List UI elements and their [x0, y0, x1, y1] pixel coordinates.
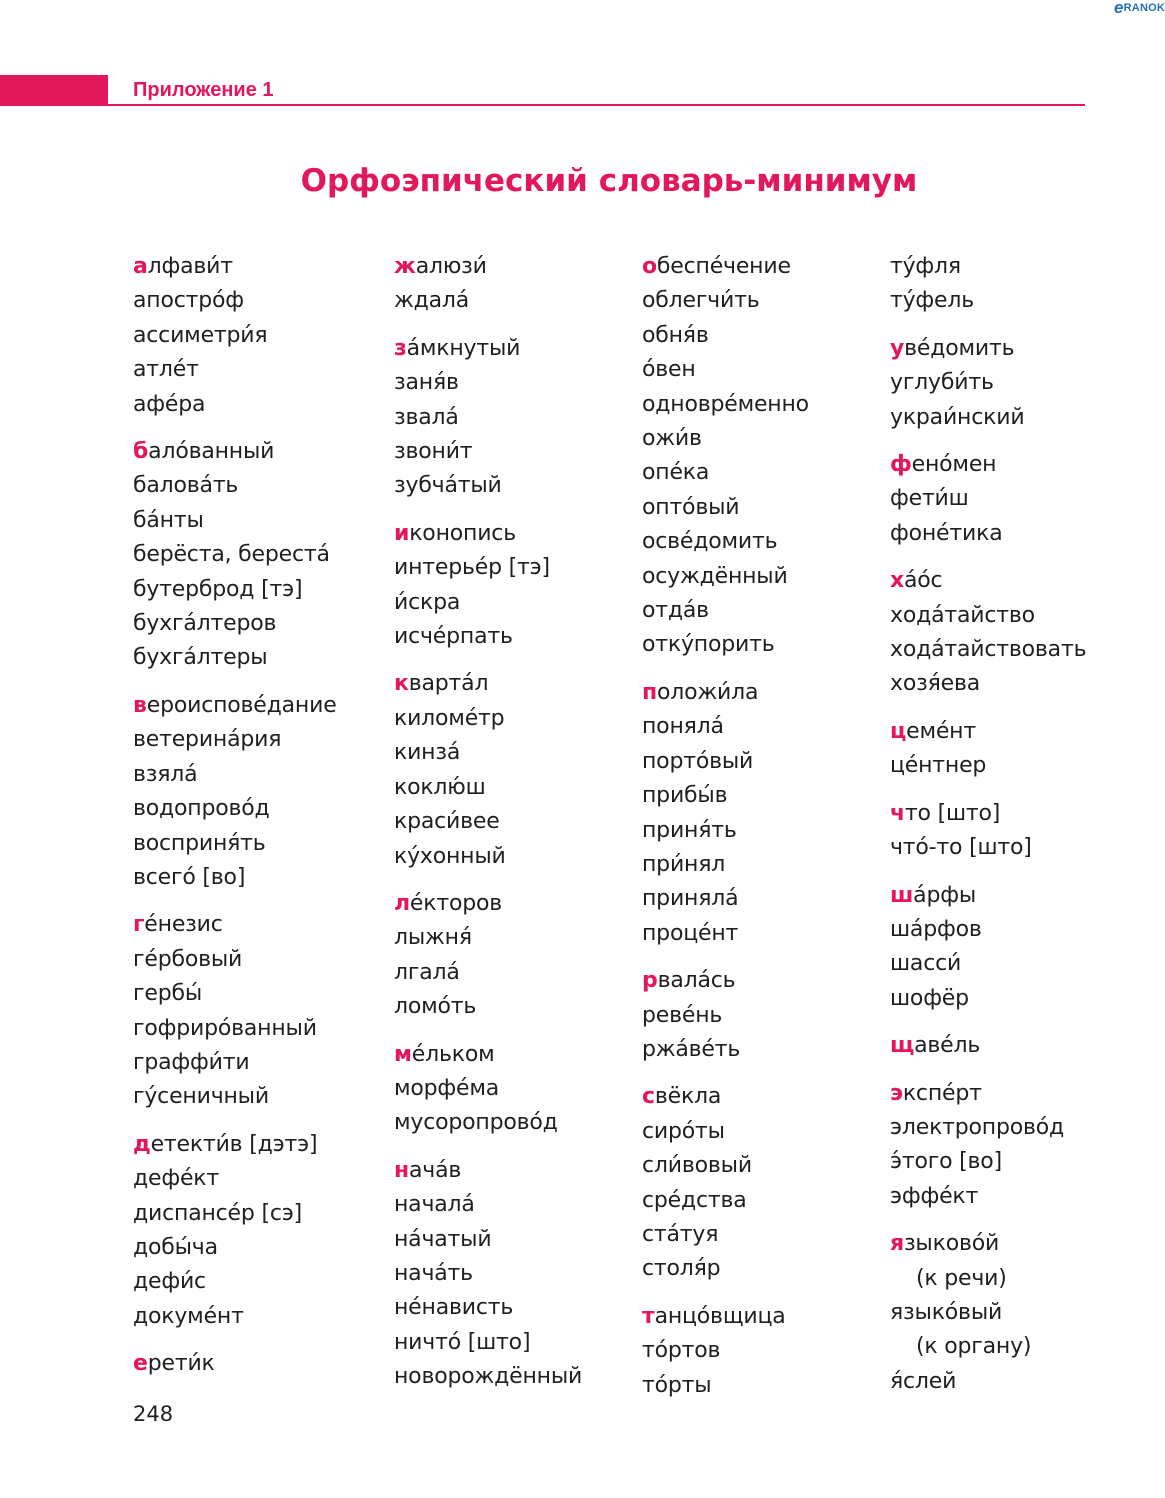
word-rest: еме́нт — [906, 718, 976, 744]
dictionary-word: украи́нский — [890, 404, 1025, 430]
word-rest: ача́в — [409, 1157, 462, 1183]
letter-group — [133, 1347, 337, 1381]
dictionary-word: интерье́р [тэ] — [394, 555, 550, 581]
dictionary-word: сиро́ты — [642, 1118, 725, 1144]
first-letter: ж — [394, 254, 416, 279]
dictionary-word: морфе́ма — [394, 1075, 500, 1101]
dictionary-word — [133, 689, 337, 723]
dictionary-word: всего́ [во] — [133, 864, 246, 890]
dictionary-word — [133, 1347, 337, 1381]
publisher-logo — [1114, 0, 1165, 16]
dictionary-word: языко́вый — [890, 1299, 1003, 1325]
dictionary-word: хозя́ева — [890, 671, 980, 697]
dictionary-word — [642, 1080, 809, 1114]
letter-group — [394, 250, 582, 319]
dictionary-word: ломо́ть — [394, 994, 477, 1020]
first-letter: х — [890, 568, 904, 594]
dictionary-word: ша́рфов — [890, 916, 982, 942]
first-letter: э — [890, 1080, 903, 1106]
dictionary-word: проце́нт — [642, 920, 739, 946]
dictionary-word: ассиметри́я — [133, 322, 268, 348]
dictionary-word: докуме́нт — [133, 1303, 244, 1329]
dictionary-word: граффи́ти — [133, 1049, 250, 1075]
dictionary-word: гербы́ — [133, 981, 202, 1007]
dictionary-word: киломе́тр — [394, 705, 505, 731]
dictionary-word: бухга́лтеров — [133, 611, 277, 637]
dictionary-word — [133, 435, 337, 469]
word-rest: алюзи́ — [415, 254, 487, 279]
dictionary-word: гофриро́ванный — [133, 1015, 317, 1041]
dictionary-word: лгала́ — [394, 959, 460, 985]
dictionary-word: диспансе́р [сэ] — [133, 1200, 302, 1226]
header-accent-block — [0, 75, 108, 106]
dictionary-word: реве́нь — [642, 1002, 723, 1028]
dictionary-column-3 — [642, 250, 809, 1416]
dictionary-word: эффе́кт — [890, 1183, 979, 1209]
dictionary-word: электропрово́д — [890, 1114, 1065, 1140]
dictionary-word: приня́ть — [642, 817, 737, 843]
letter-group — [394, 667, 582, 873]
dictionary-word: и́скра — [394, 589, 461, 615]
word-rest: етекти́в [дэтэ] — [150, 1131, 318, 1157]
dictionary-word: восприня́ть — [133, 830, 266, 856]
dictionary-word: не́нависть — [394, 1295, 514, 1321]
dictionary-word: добы́ча — [133, 1234, 218, 1260]
dictionary-word: балова́ть — [133, 473, 239, 499]
dictionary-word: облегчи́ть — [642, 288, 760, 314]
first-letter: б — [133, 439, 149, 465]
dictionary-word: апостро́ф — [133, 288, 244, 314]
word-rest: беспе́чение — [656, 254, 791, 279]
dictionary-word — [394, 517, 582, 551]
dictionary-word: (к речи) — [916, 1265, 1007, 1291]
word-rest: вёкла — [654, 1084, 722, 1110]
page-number: 248 — [133, 1402, 174, 1426]
dictionary-word: то́рты — [642, 1372, 712, 1398]
word-rest: кспе́рт — [902, 1080, 982, 1106]
dictionary-word — [890, 332, 1086, 366]
dictionary-word: ржа́ве́ть — [642, 1036, 741, 1062]
dictionary-word — [890, 715, 1086, 749]
dictionary-word — [890, 1227, 1086, 1261]
dictionary-word: кинза́ — [394, 740, 461, 766]
dictionary-word: углуби́ть — [890, 370, 994, 396]
first-letter: в — [133, 692, 147, 718]
dictionary-word: афе́ра — [133, 391, 206, 417]
dictionary-word: сре́дства — [642, 1187, 747, 1213]
dictionary-word: порто́вый — [642, 748, 754, 774]
page-title: Орфоэпический словарь-минимум — [300, 163, 918, 199]
first-letter: я — [890, 1231, 904, 1257]
word-rest: варта́л — [408, 671, 489, 697]
dictionary-word: гу́сеничный — [133, 1084, 269, 1110]
dictionary-word: отда́в — [642, 598, 709, 624]
first-letter: л — [394, 890, 410, 916]
dictionary-word: коклю́ш — [394, 774, 486, 800]
dictionary-word — [642, 250, 809, 284]
first-letter: п — [642, 679, 658, 705]
dictionary-word: заня́в — [394, 370, 459, 396]
dictionary-word: одновре́менно — [642, 391, 809, 417]
dictionary-word: фети́ш — [890, 486, 969, 512]
dictionary-word: э́того [во] — [890, 1149, 1002, 1175]
word-rest: е́льком — [411, 1041, 495, 1067]
dictionary-word — [642, 1300, 809, 1334]
dictionary-word: я́слей — [890, 1368, 957, 1394]
letter-group — [394, 887, 582, 1025]
dictionary-word: новорождённый — [394, 1364, 583, 1390]
word-rest: а́о́с — [904, 568, 943, 594]
dictionary-word — [890, 1029, 1086, 1063]
letter-group — [394, 1038, 582, 1141]
dictionary-word — [890, 1077, 1086, 1111]
dictionary-word — [890, 879, 1086, 913]
first-letter: г — [133, 912, 145, 938]
first-letter: о — [642, 254, 657, 279]
letter-group — [890, 715, 1086, 784]
first-letter: к — [394, 671, 409, 697]
letter-group — [642, 1300, 809, 1403]
first-letter: е — [133, 1351, 148, 1377]
dictionary-word: водопрово́д — [133, 796, 270, 822]
dictionary-word: столя́р — [642, 1256, 721, 1282]
dictionary-word: исче́рпать — [394, 624, 513, 650]
dictionary-word: прибы́в — [642, 783, 728, 809]
first-letter: ф — [890, 452, 912, 478]
dictionary-word: ку́хонный — [394, 843, 506, 869]
letter-group — [642, 964, 809, 1067]
first-letter: р — [642, 968, 658, 994]
word-rest: зыково́й — [903, 1231, 1000, 1257]
dictionary-word: приняла́ — [642, 886, 739, 912]
dictionary-word: что́-то [што] — [890, 835, 1032, 861]
first-letter: ч — [890, 800, 905, 826]
letter-group — [642, 1080, 809, 1286]
dictionary-word — [394, 887, 582, 921]
logo-text: RANOK — [1123, 2, 1165, 14]
word-rest: а́мкнутый — [406, 335, 521, 361]
first-letter: у — [890, 335, 905, 361]
letter-group — [890, 879, 1086, 1017]
word-rest: конопись — [409, 520, 516, 546]
dictionary-word: начала́ — [394, 1192, 475, 1218]
dictionary-word: ожи́в — [642, 426, 702, 452]
word-rest: ено́мен — [911, 452, 997, 478]
letter-group — [890, 250, 1086, 319]
dictionary-word: осуждённый — [642, 563, 788, 589]
dictionary-word: сли́вовый — [642, 1153, 752, 1179]
first-letter: з — [394, 335, 407, 361]
letter-group — [133, 908, 337, 1114]
first-letter: щ — [890, 1033, 915, 1059]
dictionary-word: осве́домить — [642, 529, 778, 555]
dictionary-word: ждала́ — [394, 288, 470, 314]
dictionary-word — [642, 676, 809, 710]
dictionary-word — [890, 564, 1086, 598]
dictionary-column-4 — [890, 250, 1086, 1412]
logo-mark: e — [1114, 0, 1124, 17]
word-rest: оложи́ла — [657, 679, 759, 705]
dictionary-word — [394, 1154, 582, 1188]
letter-group — [394, 1154, 582, 1395]
letter-group — [890, 797, 1086, 866]
dictionary-word: нача́ть — [394, 1260, 473, 1286]
appendix-label: Приложение 1 — [133, 79, 274, 101]
dictionary-word — [890, 448, 1086, 482]
word-rest: ероиспове́дание — [146, 692, 337, 718]
dictionary-word: взяла́ — [133, 761, 198, 787]
dictionary-word — [133, 250, 337, 284]
letter-group — [133, 435, 337, 676]
first-letter: ш — [890, 882, 914, 908]
word-rest: анцо́вщица — [654, 1303, 786, 1329]
word-rest: аве́ль — [914, 1033, 981, 1059]
dictionary-word: лыжня́ — [394, 925, 472, 951]
dictionary-word: отку́порить — [642, 632, 775, 658]
dictionary-word: ту́фель — [890, 288, 975, 314]
letter-group — [890, 332, 1086, 435]
letter-group — [890, 1029, 1086, 1063]
dictionary-word: хода́тайствовать — [890, 637, 1087, 663]
dictionary-word: (к органу) — [916, 1334, 1032, 1360]
first-letter: м — [394, 1041, 412, 1067]
dictionary-word: при́нял — [642, 851, 726, 877]
dictionary-word: шофёр — [890, 985, 969, 1011]
letter-group — [890, 1227, 1086, 1399]
word-rest: е́незис — [144, 912, 223, 938]
dictionary-word: бухга́лтеры — [133, 645, 268, 671]
dictionary-word — [394, 1038, 582, 1072]
dictionary-word: мусоропрово́д — [394, 1110, 558, 1136]
dictionary-word: о́вен — [642, 357, 696, 383]
letter-group — [133, 1128, 337, 1334]
letter-group — [394, 332, 582, 504]
dictionary-word: фоне́тика — [890, 520, 1003, 546]
dictionary-word: обня́в — [642, 322, 709, 348]
dictionary-word: це́нтнер — [890, 753, 987, 779]
dictionary-word — [642, 964, 809, 998]
dictionary-word: поняла́ — [642, 714, 724, 740]
dictionary-word: дефе́кт — [133, 1166, 219, 1192]
dictionary-word: краси́вее — [394, 809, 500, 835]
dictionary-word — [394, 332, 582, 366]
dictionary-word: опе́ка — [642, 460, 710, 486]
letter-group — [642, 676, 809, 951]
dictionary-word: то́ртов — [642, 1338, 721, 1364]
letter-group — [133, 250, 337, 422]
dictionary-word: ничто́ [што] — [394, 1329, 531, 1355]
word-rest: е́кторов — [409, 890, 503, 916]
dictionary-word — [394, 667, 582, 701]
letter-group — [890, 448, 1086, 551]
word-rest: лфави́т — [147, 254, 233, 279]
word-rest: ве́домить — [904, 335, 1015, 361]
first-letter: н — [394, 1157, 410, 1183]
first-letter: д — [133, 1131, 151, 1157]
word-rest: рети́к — [147, 1351, 215, 1377]
letter-group — [394, 517, 582, 655]
dictionary-word: ге́рбовый — [133, 946, 243, 972]
dictionary-word: ветерина́рия — [133, 727, 282, 753]
dictionary-column-1 — [133, 250, 337, 1395]
word-rest: ало́ванный — [148, 439, 275, 465]
dictionary-word: зубча́тый — [394, 473, 502, 499]
first-letter: с — [642, 1084, 655, 1110]
header-rule — [108, 104, 1085, 106]
dictionary-word: опто́вый — [642, 494, 740, 520]
first-letter: ц — [890, 718, 907, 744]
dictionary-word — [133, 908, 337, 942]
letter-group — [890, 564, 1086, 702]
dictionary-word: шасси́ — [890, 951, 962, 977]
dictionary-word: ста́туя — [642, 1221, 719, 1247]
dictionary-word: берёста, береста́ — [133, 542, 330, 568]
first-letter: и — [394, 520, 410, 546]
dictionary-word — [890, 797, 1086, 831]
dictionary-word: звони́т — [394, 439, 473, 465]
dictionary-word: бутерброд [тэ] — [133, 576, 303, 602]
dictionary-word — [394, 250, 582, 284]
letter-group — [642, 250, 809, 663]
letter-group — [890, 1077, 1086, 1215]
word-rest: то [што] — [904, 800, 1001, 826]
first-letter: т — [642, 1303, 655, 1329]
dictionary-column-2 — [394, 250, 582, 1408]
dictionary-word: дефи́с — [133, 1269, 206, 1295]
dictionary-word — [133, 1128, 337, 1162]
dictionary-word: ту́фля — [890, 254, 961, 279]
word-rest: а́рфы — [913, 882, 976, 908]
first-letter: а — [133, 254, 148, 279]
word-rest: вала́сь — [657, 968, 736, 994]
dictionary-word: ба́нты — [133, 507, 204, 533]
dictionary-word: на́чатый — [394, 1226, 492, 1252]
letter-group — [133, 689, 337, 895]
dictionary-word: атле́т — [133, 357, 199, 383]
dictionary-word: хода́тайство — [890, 602, 1035, 628]
dictionary-word: звала́ — [394, 404, 459, 430]
